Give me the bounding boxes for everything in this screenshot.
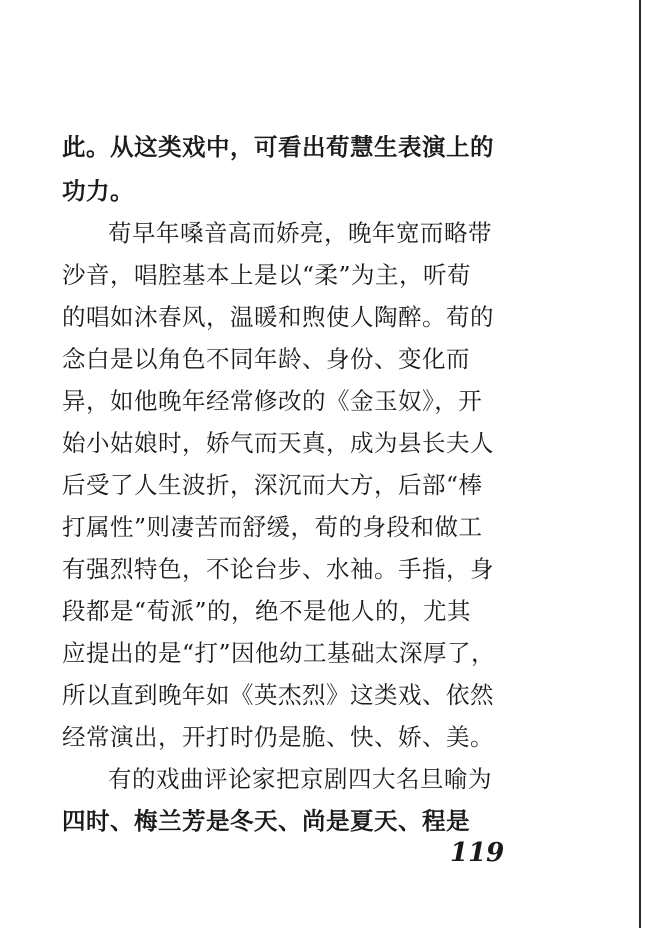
text-line: 打属性”则凄苦而舒缓，荀的身段和做工 [62, 513, 483, 541]
text-line: 功力。 [62, 177, 134, 205]
text-line: 异，如他晚年经常修改的《金玉奴》，开 [62, 387, 483, 415]
text-line: 此。从这类戏中，可看出荀慧生表演上的 [62, 133, 494, 161]
text-line: 后受了人生波折，深沉而大方，后部“棒 [62, 471, 483, 499]
text-line: 沙音，唱腔基本上是以“柔”为主，听荀 [62, 261, 472, 289]
text-line: 始小姑娘时，娇气而天真，成为县长夫人 [62, 429, 494, 457]
text-line: 应提出的是“打”因他幼工基础太深厚了， [62, 639, 496, 667]
text-line: 有强烈特色，不论台步、水袖。手指，身 [62, 555, 494, 583]
text-line: 荀早年嗓音高而娇亮，晚年宽而略带 [108, 219, 492, 247]
text-line: 经常演出，开打时仍是脆、快、娇、美。 [62, 723, 494, 751]
text-line: 的唱如沐春风，温暖和煦使人陶醉。荀的 [62, 303, 494, 331]
page-number: 119 [450, 838, 505, 868]
text-line: 有的戏曲评论家把京剧四大名旦喻为 [108, 765, 492, 793]
text-line: 所以直到晚年如《英杰烈》这类戏、依然 [62, 681, 494, 709]
page-edge-line [639, 0, 641, 928]
text-line: 念白是以角色不同年龄、身份、变化而 [62, 345, 470, 373]
text-line: 四时、梅兰芳是冬天、尚是夏天、程是 [62, 807, 470, 835]
text-line: 段都是“荀派”的，绝不是他人的，尤其 [62, 597, 472, 625]
